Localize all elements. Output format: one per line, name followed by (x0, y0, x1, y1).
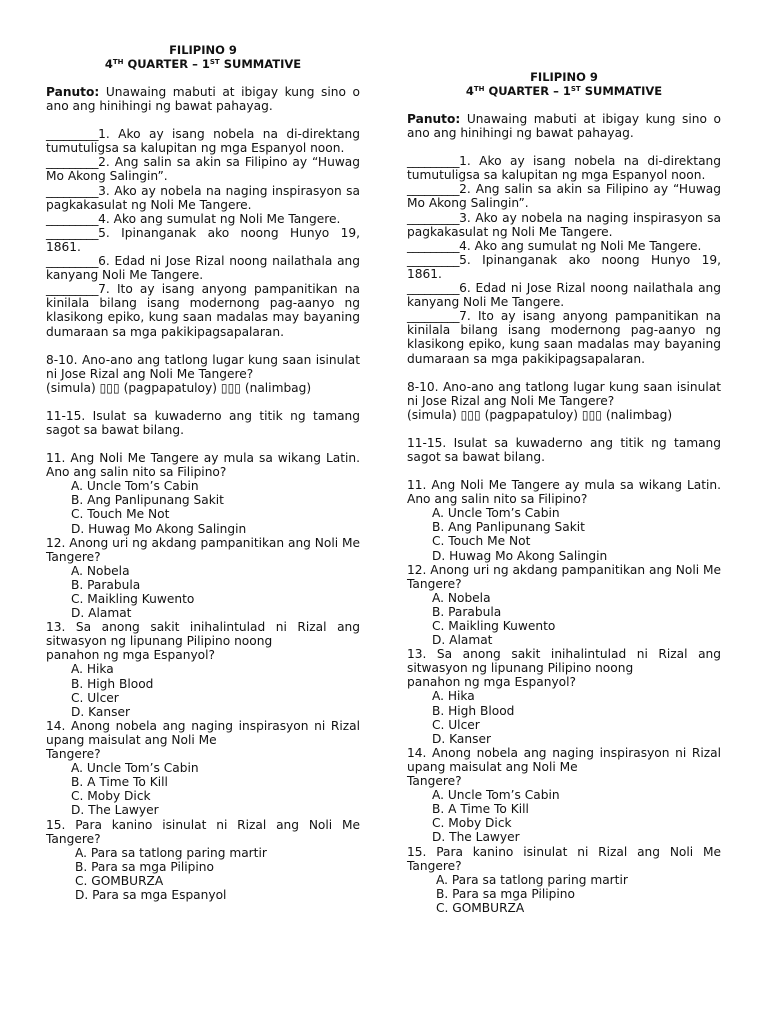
section-11-15-instruction: 11-15. Isulat sa kuwaderno ang titik ng tamang sagot sa bawat bilang. (46, 408, 360, 437)
mcq-option: A. Nobela (432, 590, 491, 605)
identification-item (407, 182, 721, 210)
section-8-10-hint: (simula) ▯▯▯ (pagpapatuloy) ▯▯▯ (nalimbag) (46, 380, 312, 395)
mcq-option: D. Para sa mga Espanyol (75, 887, 227, 902)
mcq-option: D. Kanser (432, 731, 491, 746)
mcq-option: B. Ang Panlipunang Sakit (71, 493, 224, 508)
instructions-label: Panuto: (46, 85, 100, 99)
answer-blank: _________ (407, 309, 460, 324)
answer-blank: _________ (407, 238, 460, 253)
mcq-option: A. Uncle Tom’s Cabin (432, 506, 560, 521)
instructions-text: Unawaing mabuti at ibigay kung sino o ano ang hinihingi ng bawat pahayag. (46, 85, 360, 114)
summative-word: SUMMATIVE (580, 84, 663, 98)
mcq-question-continued: Tangere? (46, 747, 101, 762)
mcq-option: A. Hika (432, 689, 475, 704)
mcq-question: 15. Para kanino isinulat ni Rizal ang Noli Me Tangere? (407, 844, 721, 873)
identification-item (46, 155, 360, 183)
identification-item (407, 281, 721, 309)
mcq-option: A. Uncle Tom’s Cabin (432, 788, 560, 803)
mcq-option: B. A Time To Kill (71, 775, 168, 790)
item-text: 6. Edad ni Jose Rizal noong nailathala ang kanyang Noli Me Tangere. (46, 254, 360, 283)
quiz-title: FILIPINO 9 (169, 43, 237, 57)
quiz-title: FILIPINO 9 (530, 70, 598, 84)
instructions-label: Panuto: (407, 112, 461, 126)
item-text: 7. Ito ay isang anyong pampanitikan na kinilala bilang isang modernong pag-aanyo ng klasikong epiko, kung saan madalas may bayaning dumaraan sa mga pakikipagsapalaran. (407, 309, 721, 366)
mcq-option: A. Hika (71, 662, 114, 677)
mcq-option: D. Huwag Mo Akong Salingin (71, 521, 247, 536)
mcq-option: C. Maikling Kuwento (71, 592, 195, 606)
identification-item (46, 226, 360, 254)
mcq-option: D. Kanser (71, 704, 130, 719)
mcq-option: C. Touch Me Not (71, 507, 170, 522)
mcq-option: C. Moby Dick (432, 816, 512, 831)
mcq-option: B. Parabula (71, 577, 141, 592)
identification-item (407, 154, 721, 182)
identification-item (407, 239, 721, 253)
mcq-option: C. Touch Me Not (432, 534, 531, 549)
quarter-suffix: TH (112, 58, 124, 66)
mcq-question: 15. Para kanino isinulat ni Rizal ang Noli Me Tangere? (46, 817, 360, 846)
section-8-10-question: 8-10. Ano-ano ang tatlong lugar kung saan isinulat ni Jose Rizal ang Noli Me Tangere? (46, 352, 360, 381)
answer-blank: _________ (407, 210, 460, 225)
summative-number: 1 (201, 57, 210, 71)
identification-item (407, 211, 721, 239)
mcq-option: D. Huwag Mo Akong Salingin (432, 548, 608, 563)
mcq-option: C. Ulcer (71, 690, 119, 705)
item-text: 7. Ito ay isang anyong pampanitikan na kinilala bilang isang modernong pag-aanyo ng klasikong epiko, kung saan madalas may bayaning dumaraan sa mga pakikipagsapalaran. (46, 282, 360, 339)
mcq-option: D. Alamat (71, 606, 132, 621)
item-text: 2. Ang salin sa akin sa Filipino ay “Huwag Mo Akong Salingin”. (46, 155, 360, 184)
item-text: 2. Ang salin sa akin sa Filipino ay “Huwag Mo Akong Salingin”. (407, 182, 721, 211)
quiz-copy-left (46, 43, 360, 902)
identification-item (46, 184, 360, 212)
answer-blank: _________ (46, 183, 99, 198)
mcq-option: B. Parabula (432, 604, 502, 619)
summative-number: 1 (562, 84, 571, 98)
item-text: 4. Ako ang sumulat ng Noli Me Tangere. (98, 211, 341, 226)
answer-blank: _________ (407, 154, 460, 169)
answer-blank: _________ (46, 127, 99, 142)
mcq-question-continued: panahon ng mga Espanyol? (46, 648, 215, 663)
answer-blank: _________ (407, 281, 460, 296)
summative-suffix: ST (209, 58, 220, 66)
item-text: 1. Ako ay isang nobela na di-direktang tumutuligsa sa kalupitan ng mga Espanyol noon. (407, 154, 721, 183)
mcq-option: C. Maikling Kuwento (432, 619, 556, 633)
mcq-question: 12. Anong uri ng akdang pampanitikan ang Noli Me Tangere? (46, 535, 361, 564)
mcq-option: A. Para sa tatlong paring martir (75, 845, 267, 860)
mcq-option: D. The Lawyer (432, 830, 520, 845)
mcq-question: 13. Sa anong sakit inihalintulad ni Rizal ang sitwasyon ng lipunang Pilipino noong (407, 647, 721, 676)
item-text: 3. Ako ay nobela na naging inspirasyon sa pagkakasulat ng Noli Me Tangere. (407, 210, 721, 239)
summative-word: SUMMATIVE (219, 57, 302, 71)
item-text: 4. Ako ang sumulat ng Noli Me Tangere. (459, 238, 702, 253)
mcq-option: D. The Lawyer (71, 803, 159, 818)
quiz-copy-right (407, 70, 721, 915)
item-text: 1. Ako ay isang nobela na di-direktang tumutuligsa sa kalupitan ng mga Espanyol noon. (46, 127, 360, 156)
mcq-option: C. GOMBURZA (75, 873, 164, 888)
mcq-option: A. Uncle Tom’s Cabin (71, 761, 199, 776)
mcq-question: 13. Sa anong sakit inihalintulad ni Rizal ang sitwasyon ng lipunang Pilipino noong (46, 620, 360, 649)
mcq-option: B. A Time To Kill (432, 802, 529, 817)
identification-item (46, 254, 360, 282)
quarter-word: QUARTER – (484, 84, 563, 98)
answer-blank: _________ (407, 182, 460, 197)
item-text: 5. Ipinanganak ako noong Hunyo 19, 1861. (407, 252, 721, 281)
mcq-question-continued: panahon ng mga Espanyol? (407, 675, 576, 690)
section-8-10-question: 8-10. Ano-ano ang tatlong lugar kung saan isinulat ni Jose Rizal ang Noli Me Tangere? (407, 379, 721, 408)
mcq-option: B. Para sa mga Pilipino (436, 886, 575, 901)
mcq-option: C. Moby Dick (71, 789, 151, 804)
instructions-text: Unawaing mabuti at ibigay kung sino o ano ang hinihingi ng bawat pahayag. (407, 112, 721, 141)
mcq-option: B. High Blood (71, 676, 154, 691)
mcq-option: A. Uncle Tom’s Cabin (71, 479, 199, 494)
quiz-subtitle (407, 84, 721, 98)
quiz-subtitle (46, 57, 360, 71)
section-11-15-instruction: 11-15. Isulat sa kuwaderno ang titik ng tamang sagot sa bawat bilang. (407, 435, 721, 464)
section-8-10-hint: (simula) ▯▯▯ (pagpapatuloy) ▯▯▯ (nalimbag) (407, 407, 673, 422)
mcq-option: B. Para sa mga Pilipino (75, 859, 214, 874)
answer-blank: _________ (46, 225, 99, 240)
answer-blank: _________ (407, 252, 460, 267)
mcq-question: 11. Ang Noli Me Tangere ay mula sa wikang Latin. Ano ang salin nito sa Filipino? (46, 451, 360, 480)
quarter-number: 4 (104, 57, 113, 71)
identification-item (46, 282, 360, 338)
mcq-option: B. Ang Panlipunang Sakit (432, 520, 585, 535)
quarter-word: QUARTER – (123, 57, 202, 71)
identification-item (407, 309, 721, 365)
answer-blank: _________ (46, 282, 99, 297)
mcq-option: A. Nobela (71, 563, 130, 578)
instructions (46, 85, 360, 113)
mcq-question: 12. Anong uri ng akdang pampanitikan ang Noli Me Tangere? (407, 562, 722, 591)
quarter-number: 4 (465, 84, 474, 98)
answer-blank: _________ (46, 211, 99, 226)
identification-item (407, 253, 721, 281)
instructions (407, 112, 721, 140)
answer-blank: _________ (46, 254, 99, 269)
mcq-option: B. High Blood (432, 703, 515, 718)
mcq-option: D. Alamat (432, 633, 493, 648)
mcq-question: 14. Anong nobela ang naging inspirasyon ni Rizal upang maisulat ang Noli Me (46, 718, 360, 747)
answer-blank: _________ (46, 155, 99, 170)
mcq-question: 14. Anong nobela ang naging inspirasyon ni Rizal upang maisulat ang Noli Me (407, 745, 721, 774)
mcq-option: C. GOMBURZA (436, 900, 525, 915)
summative-suffix: ST (570, 85, 581, 93)
item-text: 6. Edad ni Jose Rizal noong nailathala ang kanyang Noli Me Tangere. (407, 281, 721, 310)
mcq-question: 11. Ang Noli Me Tangere ay mula sa wikang Latin. Ano ang salin nito sa Filipino? (407, 478, 721, 507)
mcq-question-continued: Tangere? (407, 774, 462, 789)
quarter-suffix: TH (473, 85, 485, 93)
item-text: 5. Ipinanganak ako noong Hunyo 19, 1861. (46, 225, 360, 254)
item-text: 3. Ako ay nobela na naging inspirasyon sa pagkakasulat ng Noli Me Tangere. (46, 183, 360, 212)
identification-item (46, 127, 360, 155)
identification-item (46, 212, 360, 226)
mcq-option: C. Ulcer (432, 717, 480, 732)
mcq-option: A. Para sa tatlong paring martir (436, 872, 628, 887)
